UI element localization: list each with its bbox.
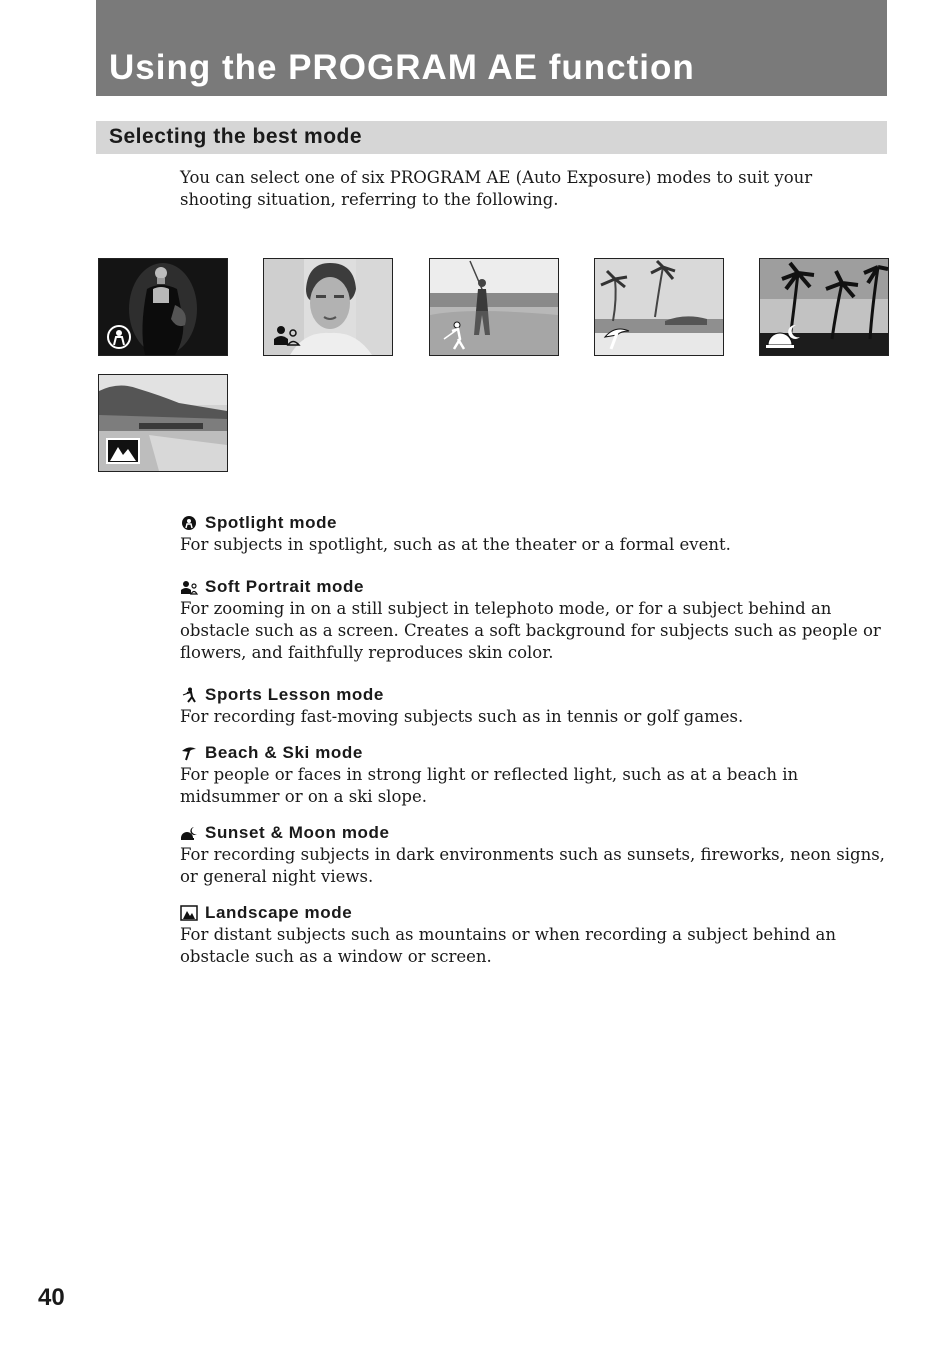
landscape-icon bbox=[107, 439, 139, 463]
mode-list bbox=[180, 512, 890, 982]
intro-paragraph: You can select one of six PROGRAM AE (Auto Exposure) modes to suit your shooting situation, referring to the following. bbox=[180, 168, 813, 209]
mode-item-landscape bbox=[180, 902, 890, 968]
sports-lesson-icon bbox=[180, 687, 198, 703]
section-header-bar bbox=[96, 121, 887, 154]
mode-title: Beach & Ski mode bbox=[205, 743, 363, 762]
mode-heading bbox=[180, 684, 890, 706]
page-title: Using the PROGRAM AE function bbox=[109, 48, 695, 87]
section-title: Selecting the best mode bbox=[109, 125, 363, 148]
mode-item-sunset-moon bbox=[180, 822, 890, 888]
mode-title: Sports Lesson mode bbox=[205, 685, 384, 704]
title-bar bbox=[96, 0, 887, 96]
beach-ski-icon bbox=[180, 745, 198, 761]
mode-item-sports-lesson bbox=[180, 684, 890, 728]
mode-description: For distant subjects such as mountains or when recording a subject behind an obstacle such as a window or screen. bbox=[180, 925, 836, 966]
spotlight-icon bbox=[180, 515, 198, 531]
mode-title: Soft Portrait mode bbox=[205, 577, 365, 596]
beach-ski-photo bbox=[594, 258, 724, 356]
mode-description: For recording fast-moving subjects such as in tennis or golf games. bbox=[180, 707, 744, 726]
soft-portrait-icon bbox=[180, 579, 198, 595]
soft-portrait-photo bbox=[263, 258, 393, 356]
landscape-icon bbox=[180, 905, 198, 921]
sports-lesson-photo bbox=[429, 258, 559, 356]
mode-item-soft-portrait bbox=[180, 576, 890, 664]
mode-description: For people or faces in strong light or reflected light, such as at a beach in midsummer or on a ski slope. bbox=[180, 765, 799, 806]
mode-description: For subjects in spotlight, such as at the theater or a formal event. bbox=[180, 535, 731, 554]
sunset-moon-photo bbox=[759, 258, 889, 356]
sunset-moon-icon bbox=[180, 825, 198, 841]
mode-description: For zooming in on a still subject in telephoto mode, or for a subject behind an obstacle such as a screen. Creates a soft background for subjects such as people or flowers, and faithfully reproduces skin color. bbox=[180, 599, 881, 662]
mode-heading bbox=[180, 576, 890, 598]
mode-title: Spotlight mode bbox=[205, 513, 338, 532]
page-number: 40 bbox=[38, 1284, 65, 1311]
mode-item-spotlight bbox=[180, 512, 890, 556]
spotlight-photo bbox=[98, 258, 228, 356]
mode-title: Sunset & Moon mode bbox=[205, 823, 390, 842]
landscape-photo bbox=[98, 374, 228, 472]
mode-description: For recording subjects in dark environments such as sunsets, fireworks, neon signs, or general night views. bbox=[180, 845, 885, 886]
mode-heading bbox=[180, 742, 890, 764]
spotlight-icon bbox=[108, 326, 130, 348]
mode-heading bbox=[180, 512, 890, 534]
mode-heading bbox=[180, 902, 890, 924]
mode-item-beach-ski bbox=[180, 742, 890, 808]
mode-title: Landscape mode bbox=[205, 903, 353, 922]
mode-heading bbox=[180, 822, 890, 844]
